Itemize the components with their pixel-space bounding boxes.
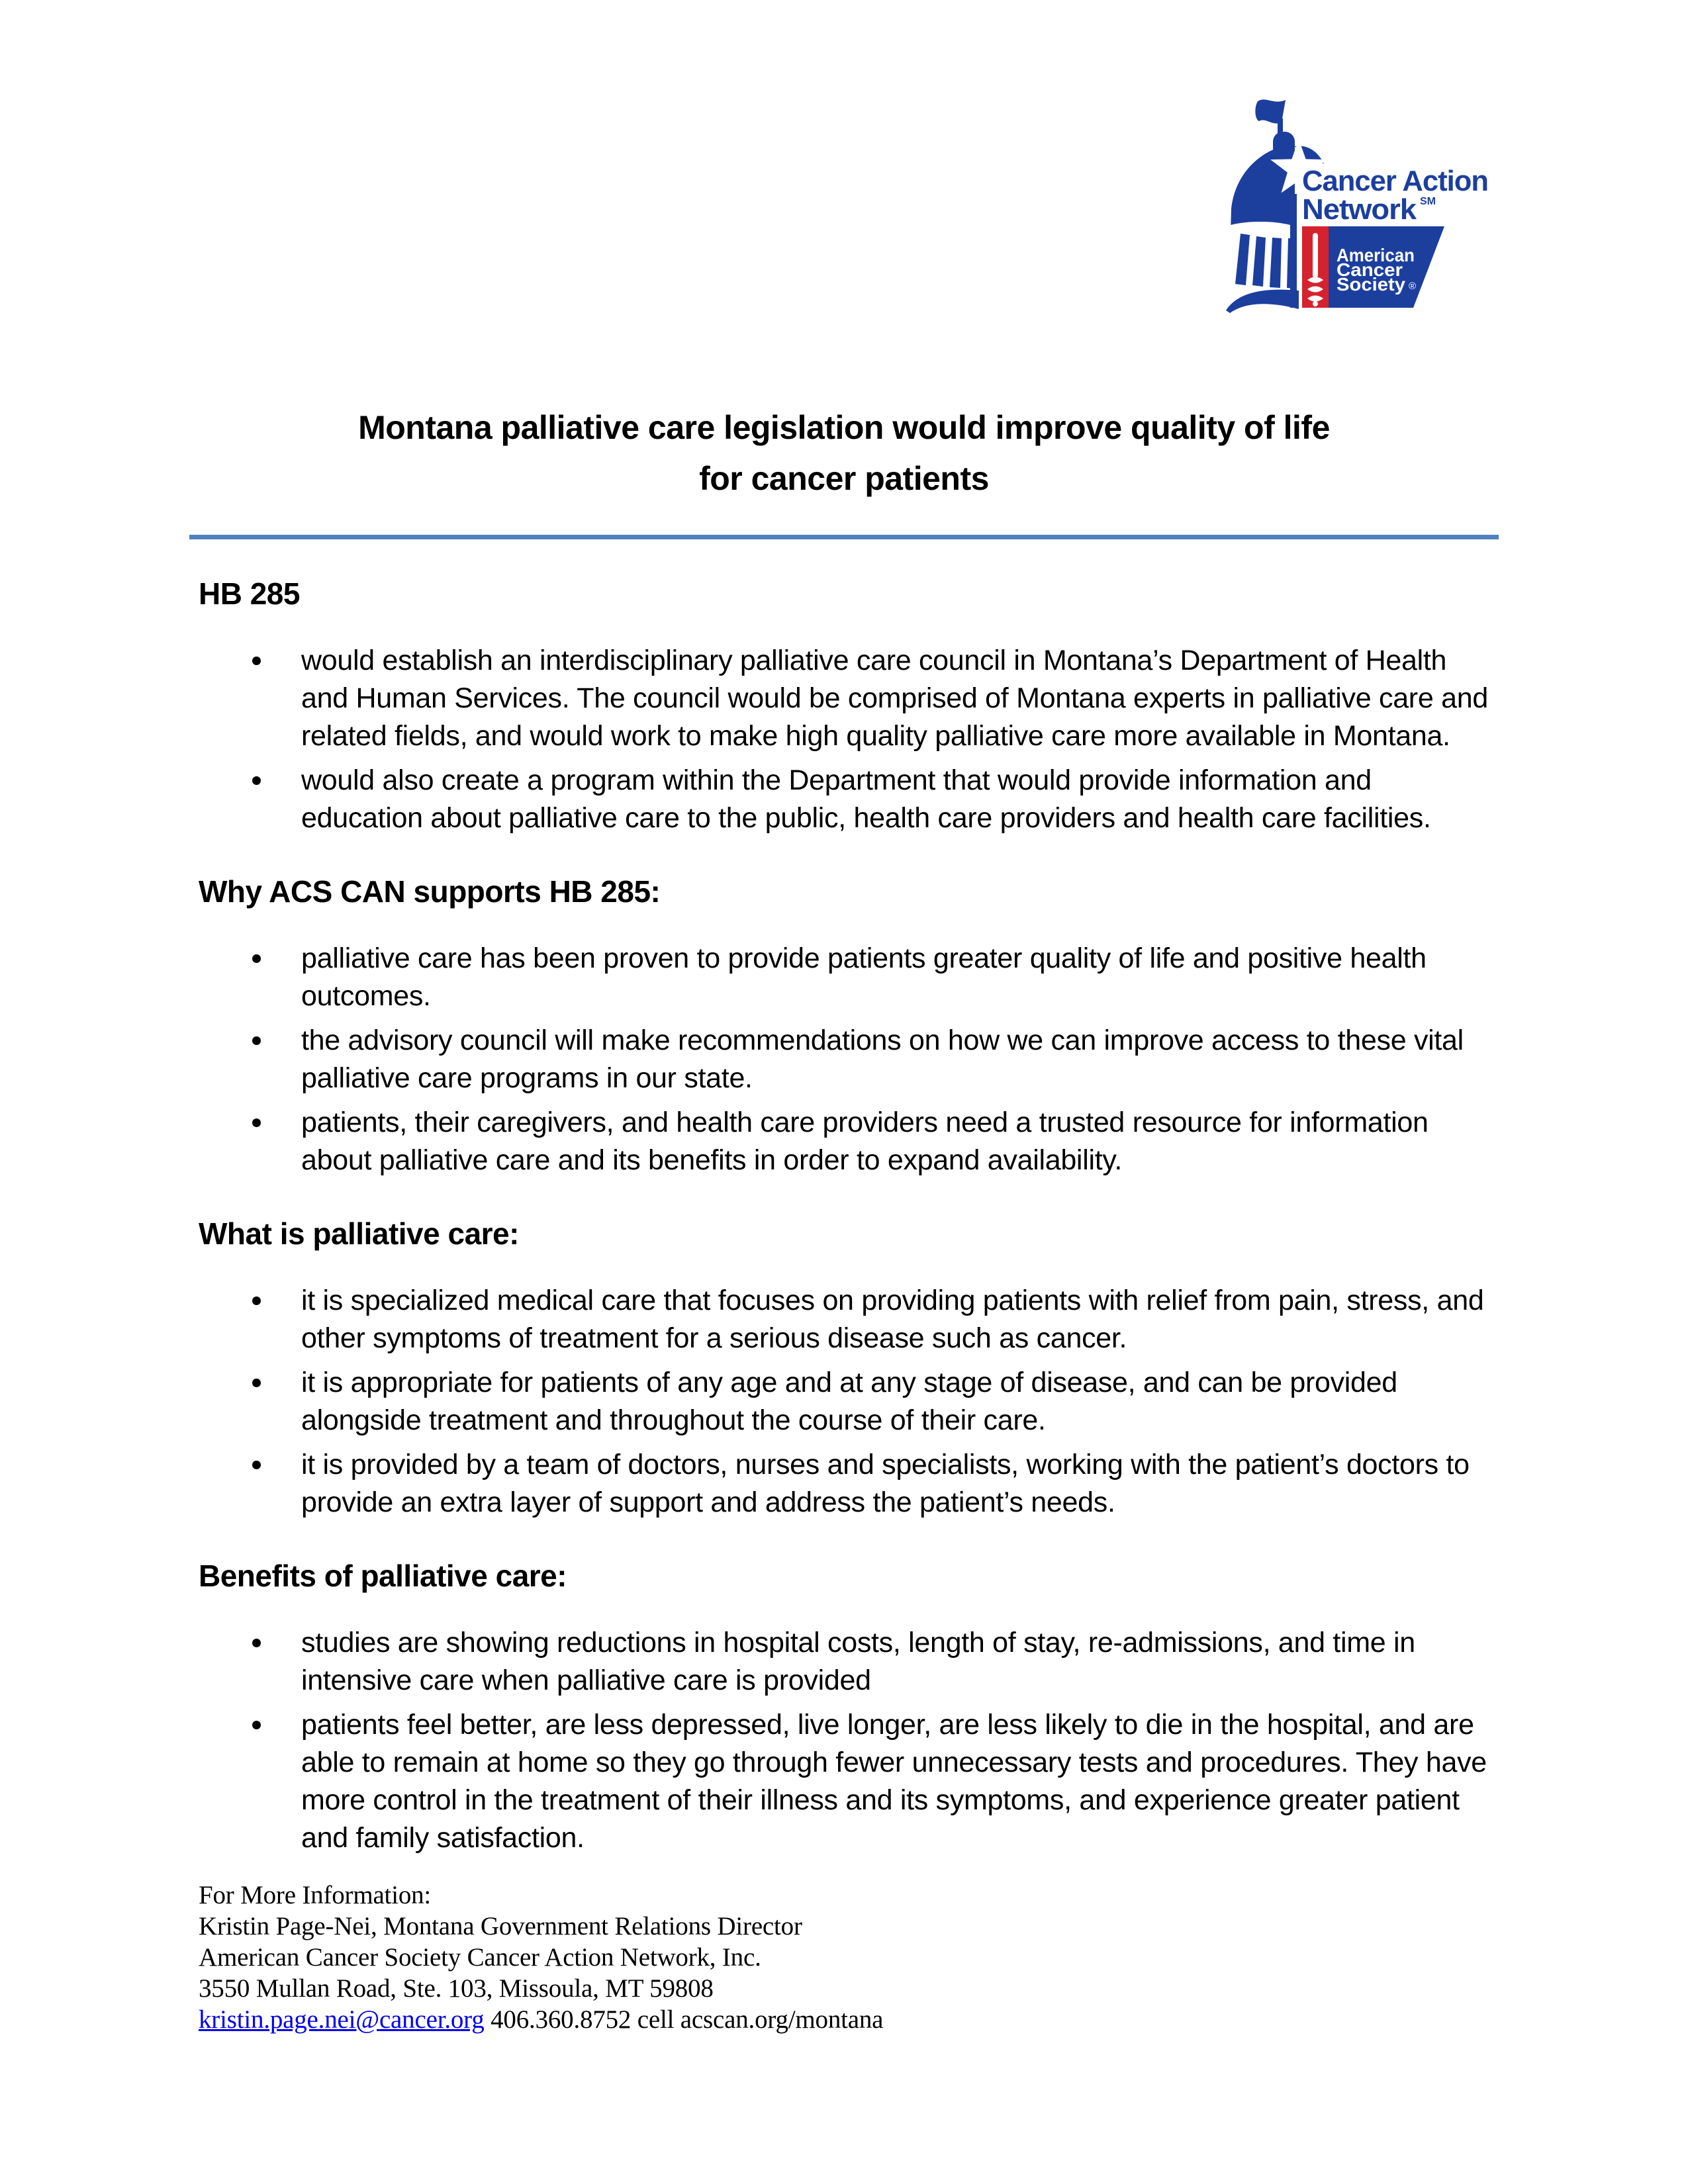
contact-organization: American Cancer Society Cancer Action Network, Inc. [199,1943,761,1972]
acs-line3: Society [1336,274,1406,295]
title-divider [189,535,1499,539]
contact-phone-web: 406.360.8752 cell acscan.org/montana [484,2005,884,2034]
section-heading-hb285: HB 285 [199,576,300,611]
bullet-list-hb285 [199,642,1489,837]
logo-brand-line1: Cancer Action [1302,165,1488,197]
section-heading-benefits: Benefits of palliative care: [199,1559,567,1593]
section-heading-why-acs-can-supports: Why ACS CAN supports HB 285: [199,874,661,909]
logo-brand-line2: Network [1302,193,1417,226]
bullet-list-what-is [199,1282,1489,1522]
contact-heading: For More Information: [199,1881,432,1909]
page-title [199,0,1489,504]
list-item: would also create a program within the Department that would provide information and education about palliative care to the public, health care providers and health care facilities. [199,762,1489,837]
acs-line1: American [1336,245,1415,265]
email-link[interactable]: kristin.page.nei@cancer.org [199,2005,485,2034]
list-item: palliative care has been proven to provide patients greater quality of life and positive health outcomes. [199,940,1489,1015]
list-item: patients, their caregivers, and health care providers need a trusted resource for information about palliative care and its benefits in order to expand availability. [199,1104,1489,1179]
list-item: the advisory council will make recommendations on how we can improve access to these vital palliative care programs in our state. [199,1022,1489,1097]
list-item: it is specialized medical care that focuses on providing patients with relief from pain, stress, and other symptoms of treatment for a serious disease such as cancer. [199,1282,1489,1357]
acs-line2: Cancer [1336,259,1403,280]
title-line-1: Montana palliative care legislation would improve quality of life [358,409,1330,446]
contact-line [199,2004,1489,2035]
list-item: would establish an interdisciplinary palliative care council in Montana’s Department of Health and Human Services. The council would be comprised of Montana experts in palliative care and related fields, and would work to make high quality palliative care more available in Montana. [199,642,1489,755]
logo-service-mark: SM [1420,196,1436,207]
list-item: it is provided by a team of doctors, nurses and specialists, working with the patient’s doctors to provide an extra layer of support and address the patient’s needs. [199,1446,1489,1522]
document-content [199,0,1489,2035]
list-item: patients feel better, are less depressed, live longer, are less likely to die in the hospital, and are able to remain at home so they go through fewer unnecessary tests and procedures. They have more control in the treatment of their illness and its symptoms, and experience greater patient and family satisfaction. [199,1706,1489,1857]
acs-registered-mark: ® [1409,281,1417,292]
title-line-2: for cancer patients [699,460,989,497]
bullet-list-benefits [199,1624,1489,1857]
contact-address: 3550 Mullan Road, Ste. 103, Missoula, MT 59808 [199,1974,714,2003]
list-item: studies are showing reductions in hospital costs, length of stay, re-admissions, and time in intensive care when palliative care is provided [199,1624,1489,1700]
section-heading-what-is-palliative-care: What is palliative care: [199,1216,519,1251]
list-item: it is appropriate for patients of any age and at any stage of disease, and can be provided alongside treatment and throughout the course of their care. [199,1364,1489,1439]
contact-person: Kristin Page-Nei, Montana Government Relations Director [199,1912,802,1940]
bullet-list-why-supports [199,940,1489,1179]
contact-info-block [199,1880,1489,2035]
